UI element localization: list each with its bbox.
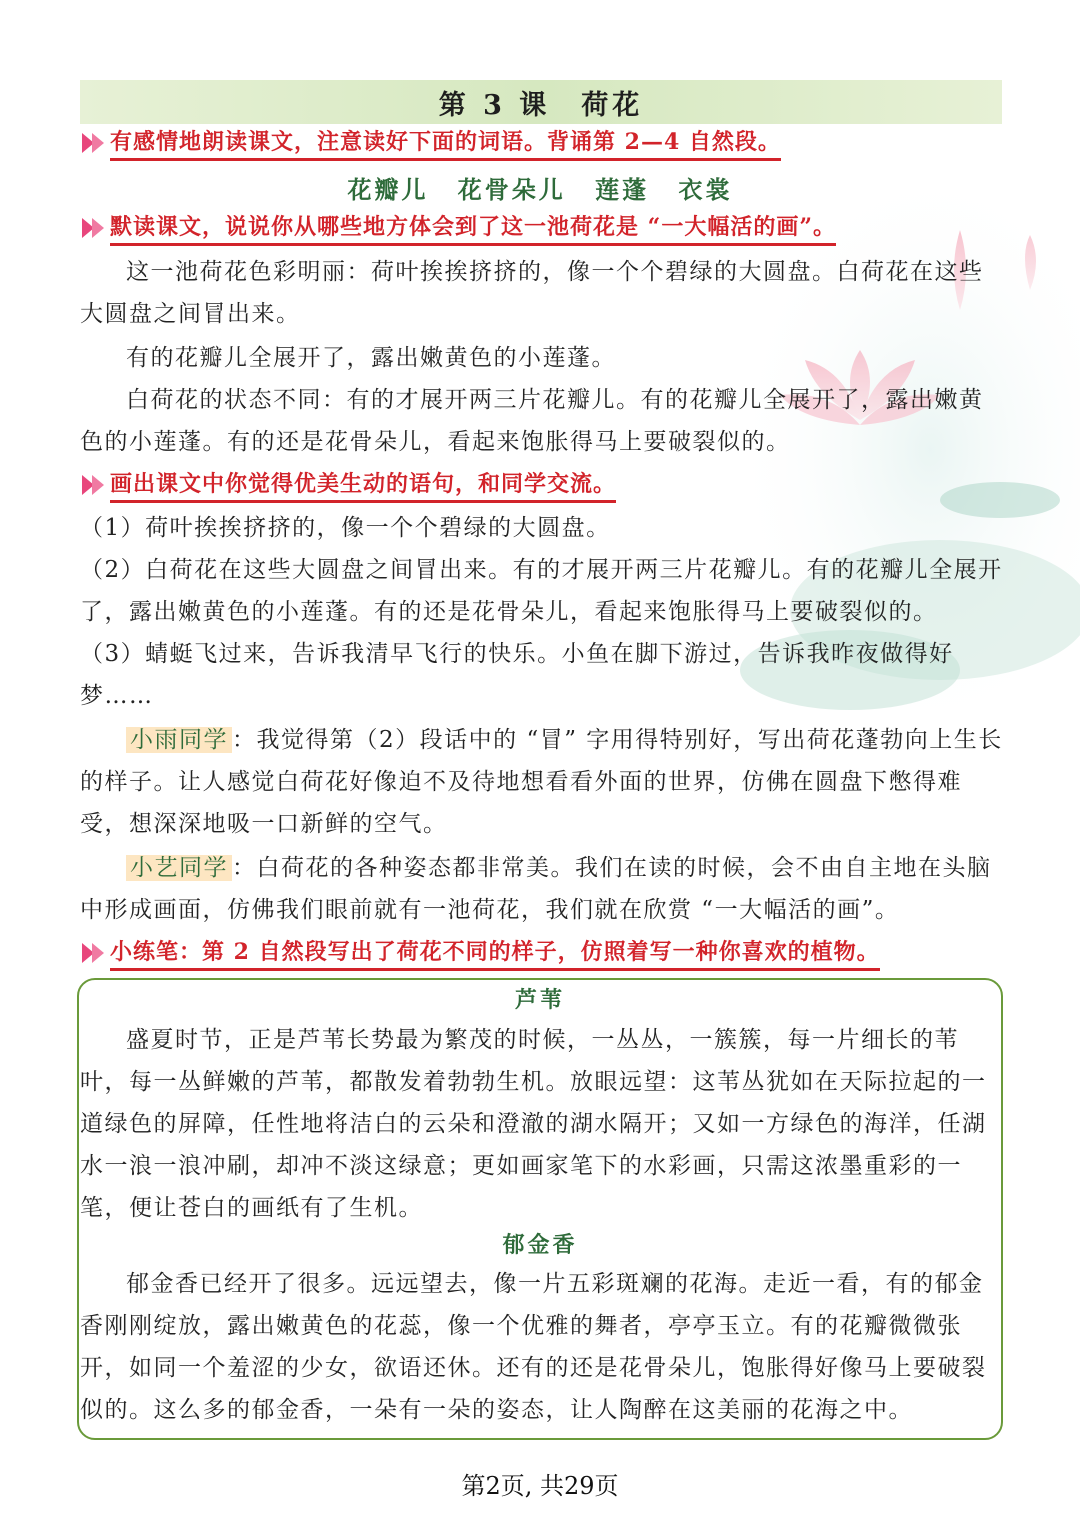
- essay-text: 郁金香已经开了很多。远远望去，像一片五彩斑斓的花海。走近一看，有的郁金香刚刚绽放，露出嫩黄色的花蕊，像一个优雅的舞者，亭亭玉立。有的花瓣微微张开，如同一个羞涩的少女，欲语还休。还有的还是花骨朵儿，饱胀得好像马上要破裂似的。这么多的郁金香，一朵有一朵的姿态，让人陶醉在这美丽的花海之中。: [80, 1271, 987, 1423]
- answer-paragraph: 白荷花的状态不同：有的才展开两三片花瓣儿。有的花瓣儿全展开了，露出嫩黄色的小莲蓬。有的还是花骨朵儿，看起来饱胀得马上要破裂似的。: [80, 387, 984, 455]
- essay-text: 盛夏时节，正是芦苇长势最为繁茂的时候，一丛丛，一簇簇，每一片细长的苇叶，每一丛鲜嫩的芦苇，都散发着勃勃生机。放眼远望：这苇丛犹如在天际拉起的一道绿色的屏障，任性地将洁白的云朵和澄澈的湖水隔开；又如一方绿色的海洋，任湖水一浪一浪冲刷，却冲不淡这绿意；更如画家笔下的水彩画，只需这浓墨重彩的一笔，便让苍白的画纸有了生机。: [80, 1027, 987, 1221]
- prompt-text: 小练笔：第 2 自然段写出了荷花不同的样子，仿照着写一种你喜欢的植物。: [110, 935, 880, 971]
- prompt-2: [80, 210, 836, 246]
- essay-title: 芦苇: [514, 987, 565, 1013]
- student-comment-text: ：白荷花的各种姿态都非常美。我们在读的时候，会不由自主地在头脑中形成画面，仿佛我们眼前就有一池荷花，我们就在欣赏 “一大幅活的画”。: [80, 855, 992, 923]
- double-arrow-icon: [80, 131, 108, 155]
- prompt-text: 默读课文，说说你从哪些地方体会到了这一池荷花是 “一大幅活的画”。: [110, 210, 836, 246]
- answer-paragraph: 这一池荷花色彩明丽：荷叶挨挨挤挤的，像一个个碧绿的大圆盘。白荷花在这些大圆盘之间冒出来。: [80, 259, 984, 327]
- prompt-3: [80, 467, 616, 503]
- student-comment-text: ：我觉得第（2）段话中的 “冒” 字用得特别好，写出荷花蓬勃向上生长的样子。让人感觉白荷花好像迫不及待地想看看外面的世界，仿佛在圆盘下憋得难受，想深深地吸一口新鲜的空气。: [80, 727, 1003, 837]
- essay-title: 郁金香: [502, 1232, 578, 1258]
- student-name: 小艺同学: [126, 855, 232, 881]
- prompt-text: 有感情地朗读课文，注意读好下面的词语。背诵第 2—4 自然段。: [110, 125, 781, 161]
- double-arrow-icon: [80, 216, 108, 240]
- student-comment: [80, 847, 1004, 931]
- prompt-4: [80, 935, 880, 971]
- prompt-text: 画出课文中你觉得优美生动的语句，和同学交流。: [110, 467, 616, 503]
- sentence-item: （2）白荷花在这些大圆盘之间冒出来。有的才展开两三片花瓣儿。有的花瓣儿全展开了，露出嫩黄色的小莲蓬。有的还是花骨朵儿，看起来饱胀得马上要破裂似的。: [80, 557, 1003, 625]
- vocabulary-words: 花瓣儿 花骨朵儿 莲蓬 衣裳: [347, 175, 733, 204]
- page-number: 第2页, 共29页: [461, 1472, 619, 1500]
- answer-paragraph: 有的花瓣儿全展开了，露出嫩黄色的小莲蓬。: [126, 345, 616, 371]
- sentence-item: （3）蜻蜓飞过来，告诉我清早飞行的快乐。小鱼在脚下游过，告诉我昨夜做得好梦……: [80, 641, 954, 709]
- double-arrow-icon: [80, 473, 108, 497]
- student-name: 小雨同学: [126, 727, 232, 753]
- prompt-1: [80, 125, 781, 161]
- lesson-title: 第 3 课 荷花: [80, 80, 1002, 124]
- sentence-item: （1）荷叶挨挨挤挤的，像一个个碧绿的大圆盘。: [80, 515, 611, 541]
- double-arrow-icon: [80, 941, 108, 965]
- student-comment: [80, 719, 1004, 845]
